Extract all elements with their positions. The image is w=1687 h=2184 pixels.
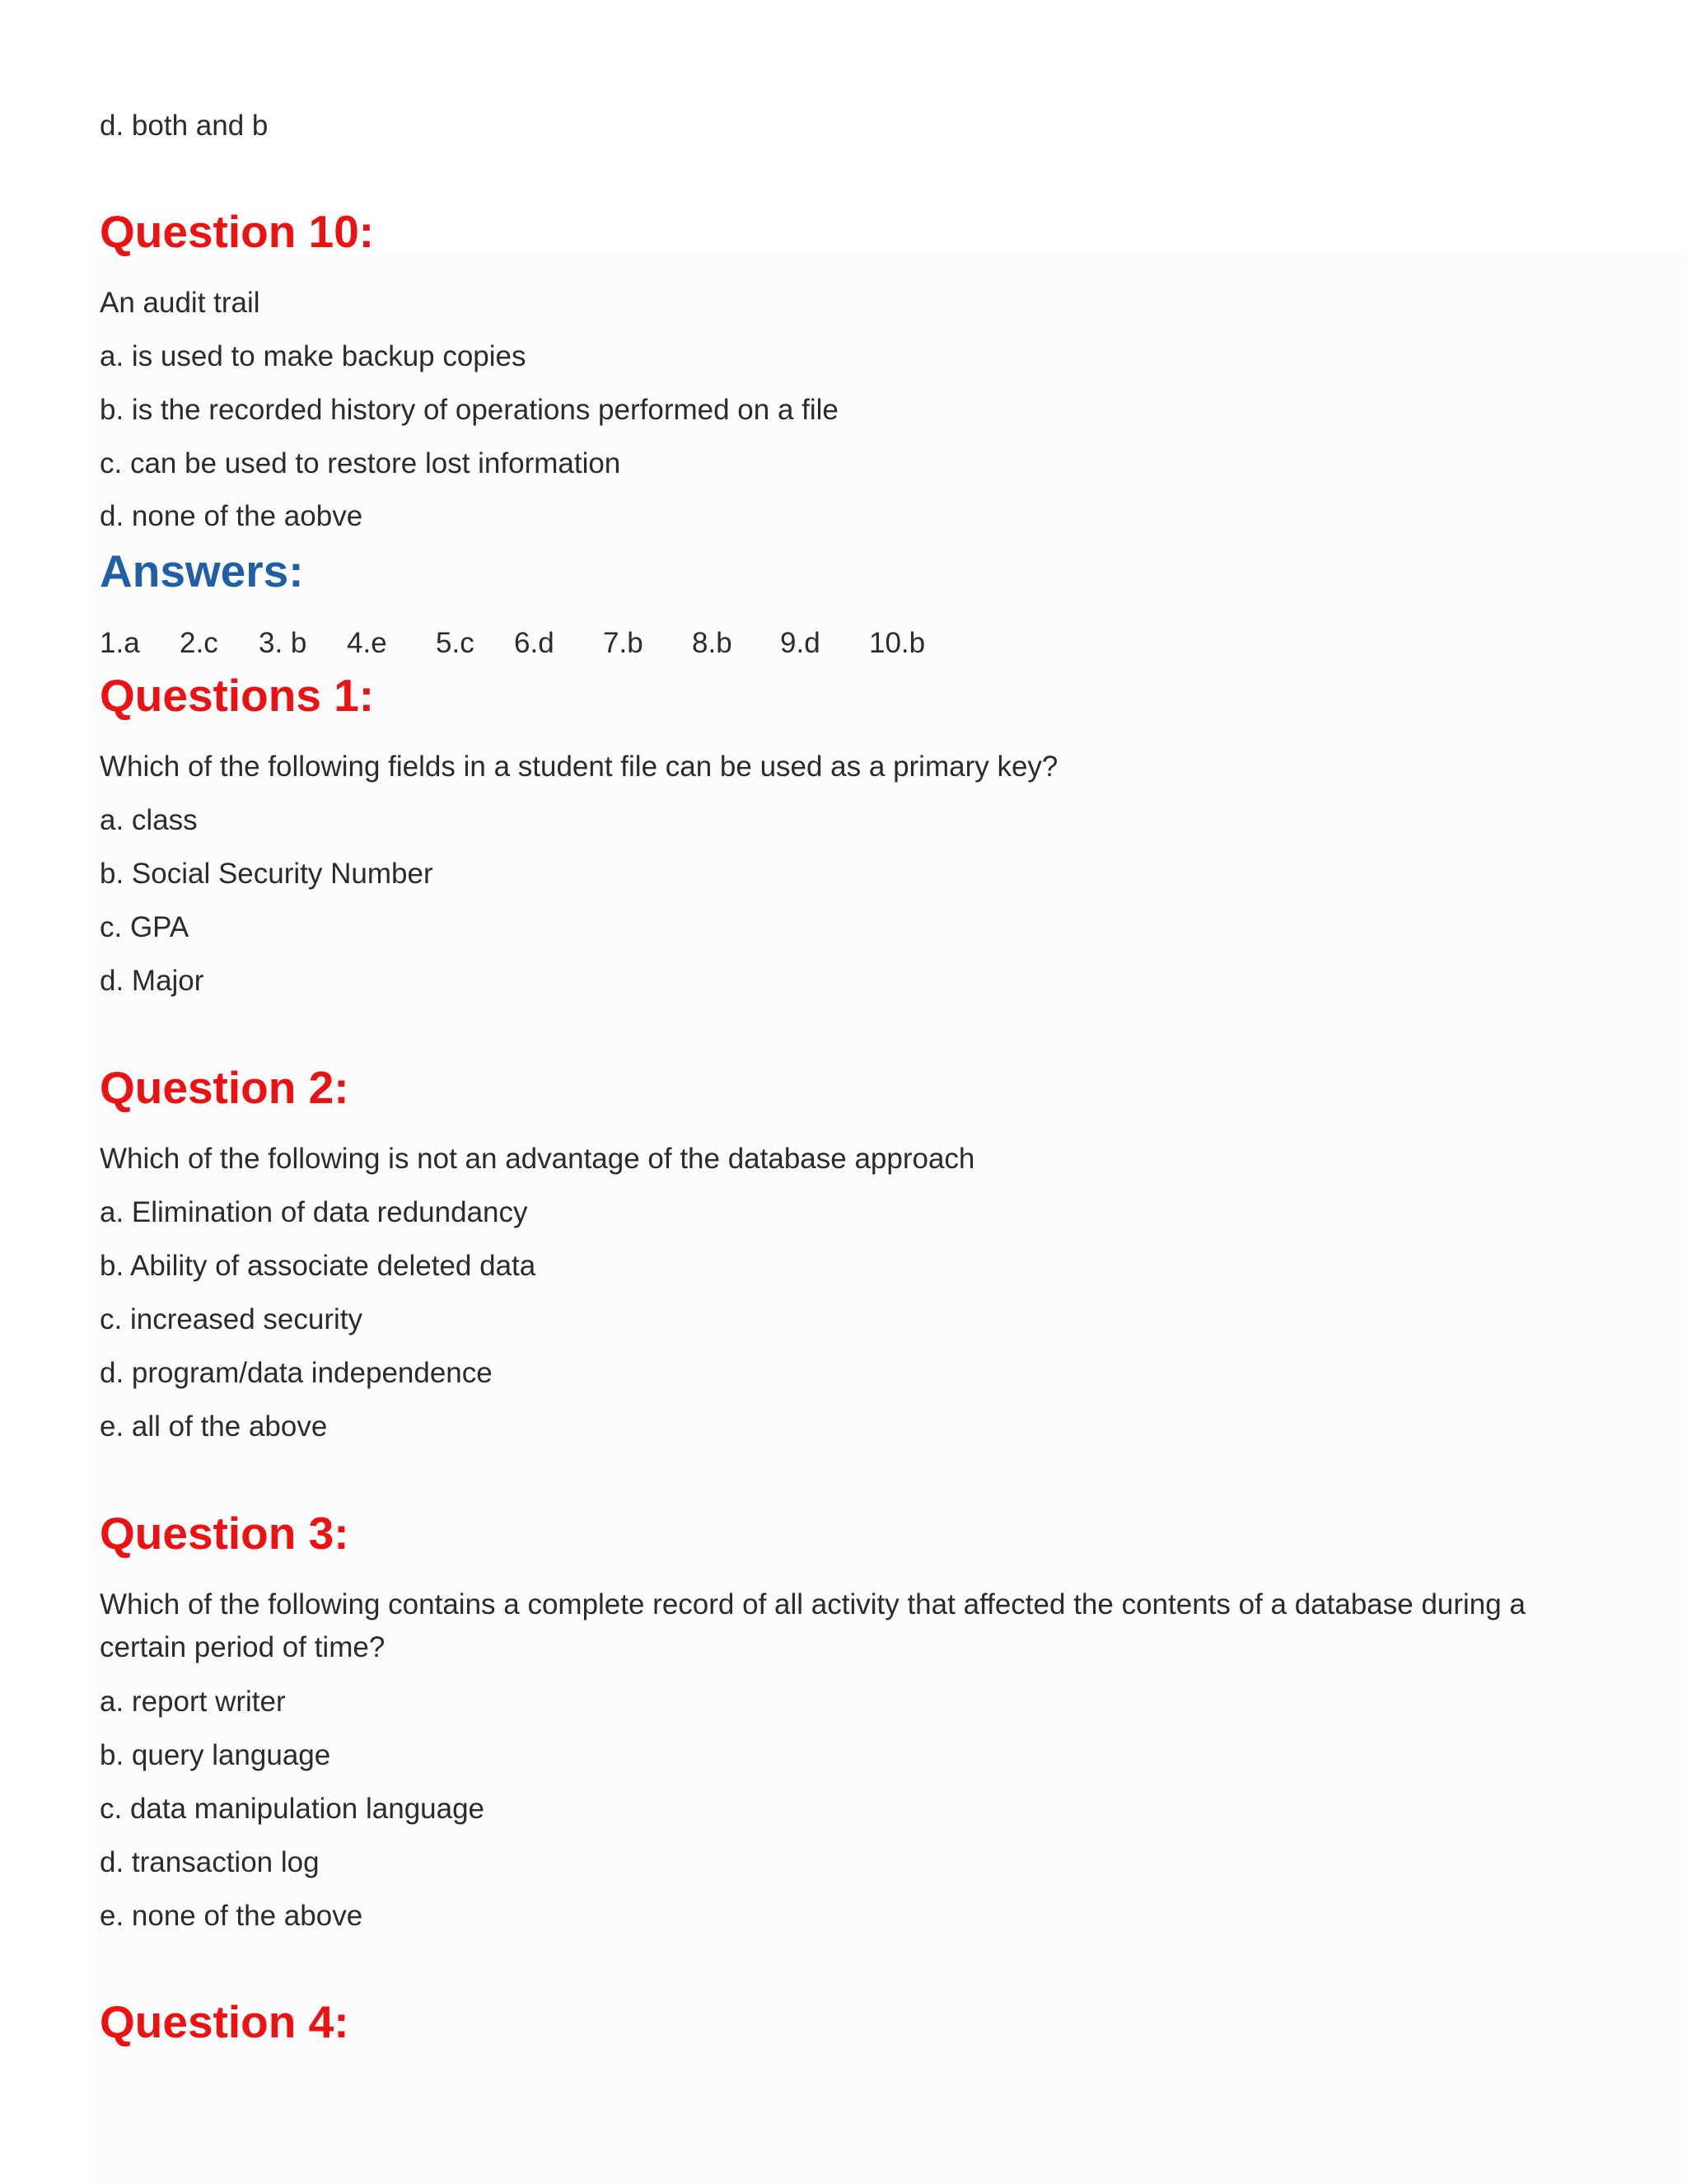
question-1-option-c: c. GPA — [100, 911, 189, 943]
question-10-option-c: c. can be used to restore lost information — [100, 447, 621, 479]
answer-item: 5.c — [436, 627, 474, 659]
question-10-prompt: An audit trail — [100, 287, 260, 319]
question-2-option-d: d. program/data independence — [100, 1357, 493, 1389]
answer-item: 9.d — [780, 627, 820, 659]
question-4-heading: Question 4: — [100, 1996, 349, 2047]
question-1-prompt: Which of the following fields in a student file can be used as a primary key? — [100, 751, 1058, 783]
question-3-option-d: d. transaction log — [100, 1846, 320, 1878]
answers-heading: Answers: — [100, 545, 304, 596]
question-3-prompt: Which of the following contains a complete record of all activity that affected the contents of a database during a certain period of time? — [100, 1588, 1526, 1663]
option-text: d. both and b — [100, 110, 269, 142]
question-3-option-e: e. none of the above — [100, 1900, 363, 1932]
answer-item: 6.d — [514, 627, 554, 659]
question-1-heading: Questions 1: — [100, 670, 375, 721]
answer-item: 1.a — [100, 627, 140, 659]
question-10-option-d: d. none of the aobve — [100, 500, 363, 532]
question-1-option-b: b. Social Security Number — [100, 858, 433, 890]
question-2-option-c: c. increased security — [100, 1303, 363, 1335]
question-10-option-b: b. is the recorded history of operations performed on a file — [100, 394, 839, 426]
question-2-prompt: Which of the following is not an advantage of the database approach — [100, 1143, 975, 1175]
answer-item: 8.b — [692, 627, 732, 659]
question-3-heading: Question 3: — [100, 1508, 349, 1559]
question-3-option-b: b. query language — [100, 1739, 331, 1771]
question-3-option-a: a. report writer — [100, 1686, 286, 1718]
answer-item: 10.b — [869, 627, 926, 659]
question-3-option-c: c. data manipulation language — [100, 1793, 485, 1825]
answer-item: 3. b — [259, 627, 307, 659]
question-1-option-d: d. Major — [100, 965, 204, 997]
answer-item: 4.e — [347, 627, 387, 659]
question-2-heading: Question 2: — [100, 1062, 349, 1113]
question-10-heading: Question 10: — [100, 206, 375, 257]
question-2-option-a: a. Elimination of data redundancy — [100, 1196, 528, 1228]
question-1-option-a: a. class — [100, 804, 198, 836]
answer-item: 7.b — [603, 627, 643, 659]
answer-item: 2.c — [180, 627, 218, 659]
question-10-option-a: a. is used to make backup copies — [100, 340, 526, 372]
question-2-option-b: b. Ability of associate deleted data — [100, 1250, 536, 1282]
question-2-option-e: e. all of the above — [100, 1410, 328, 1443]
